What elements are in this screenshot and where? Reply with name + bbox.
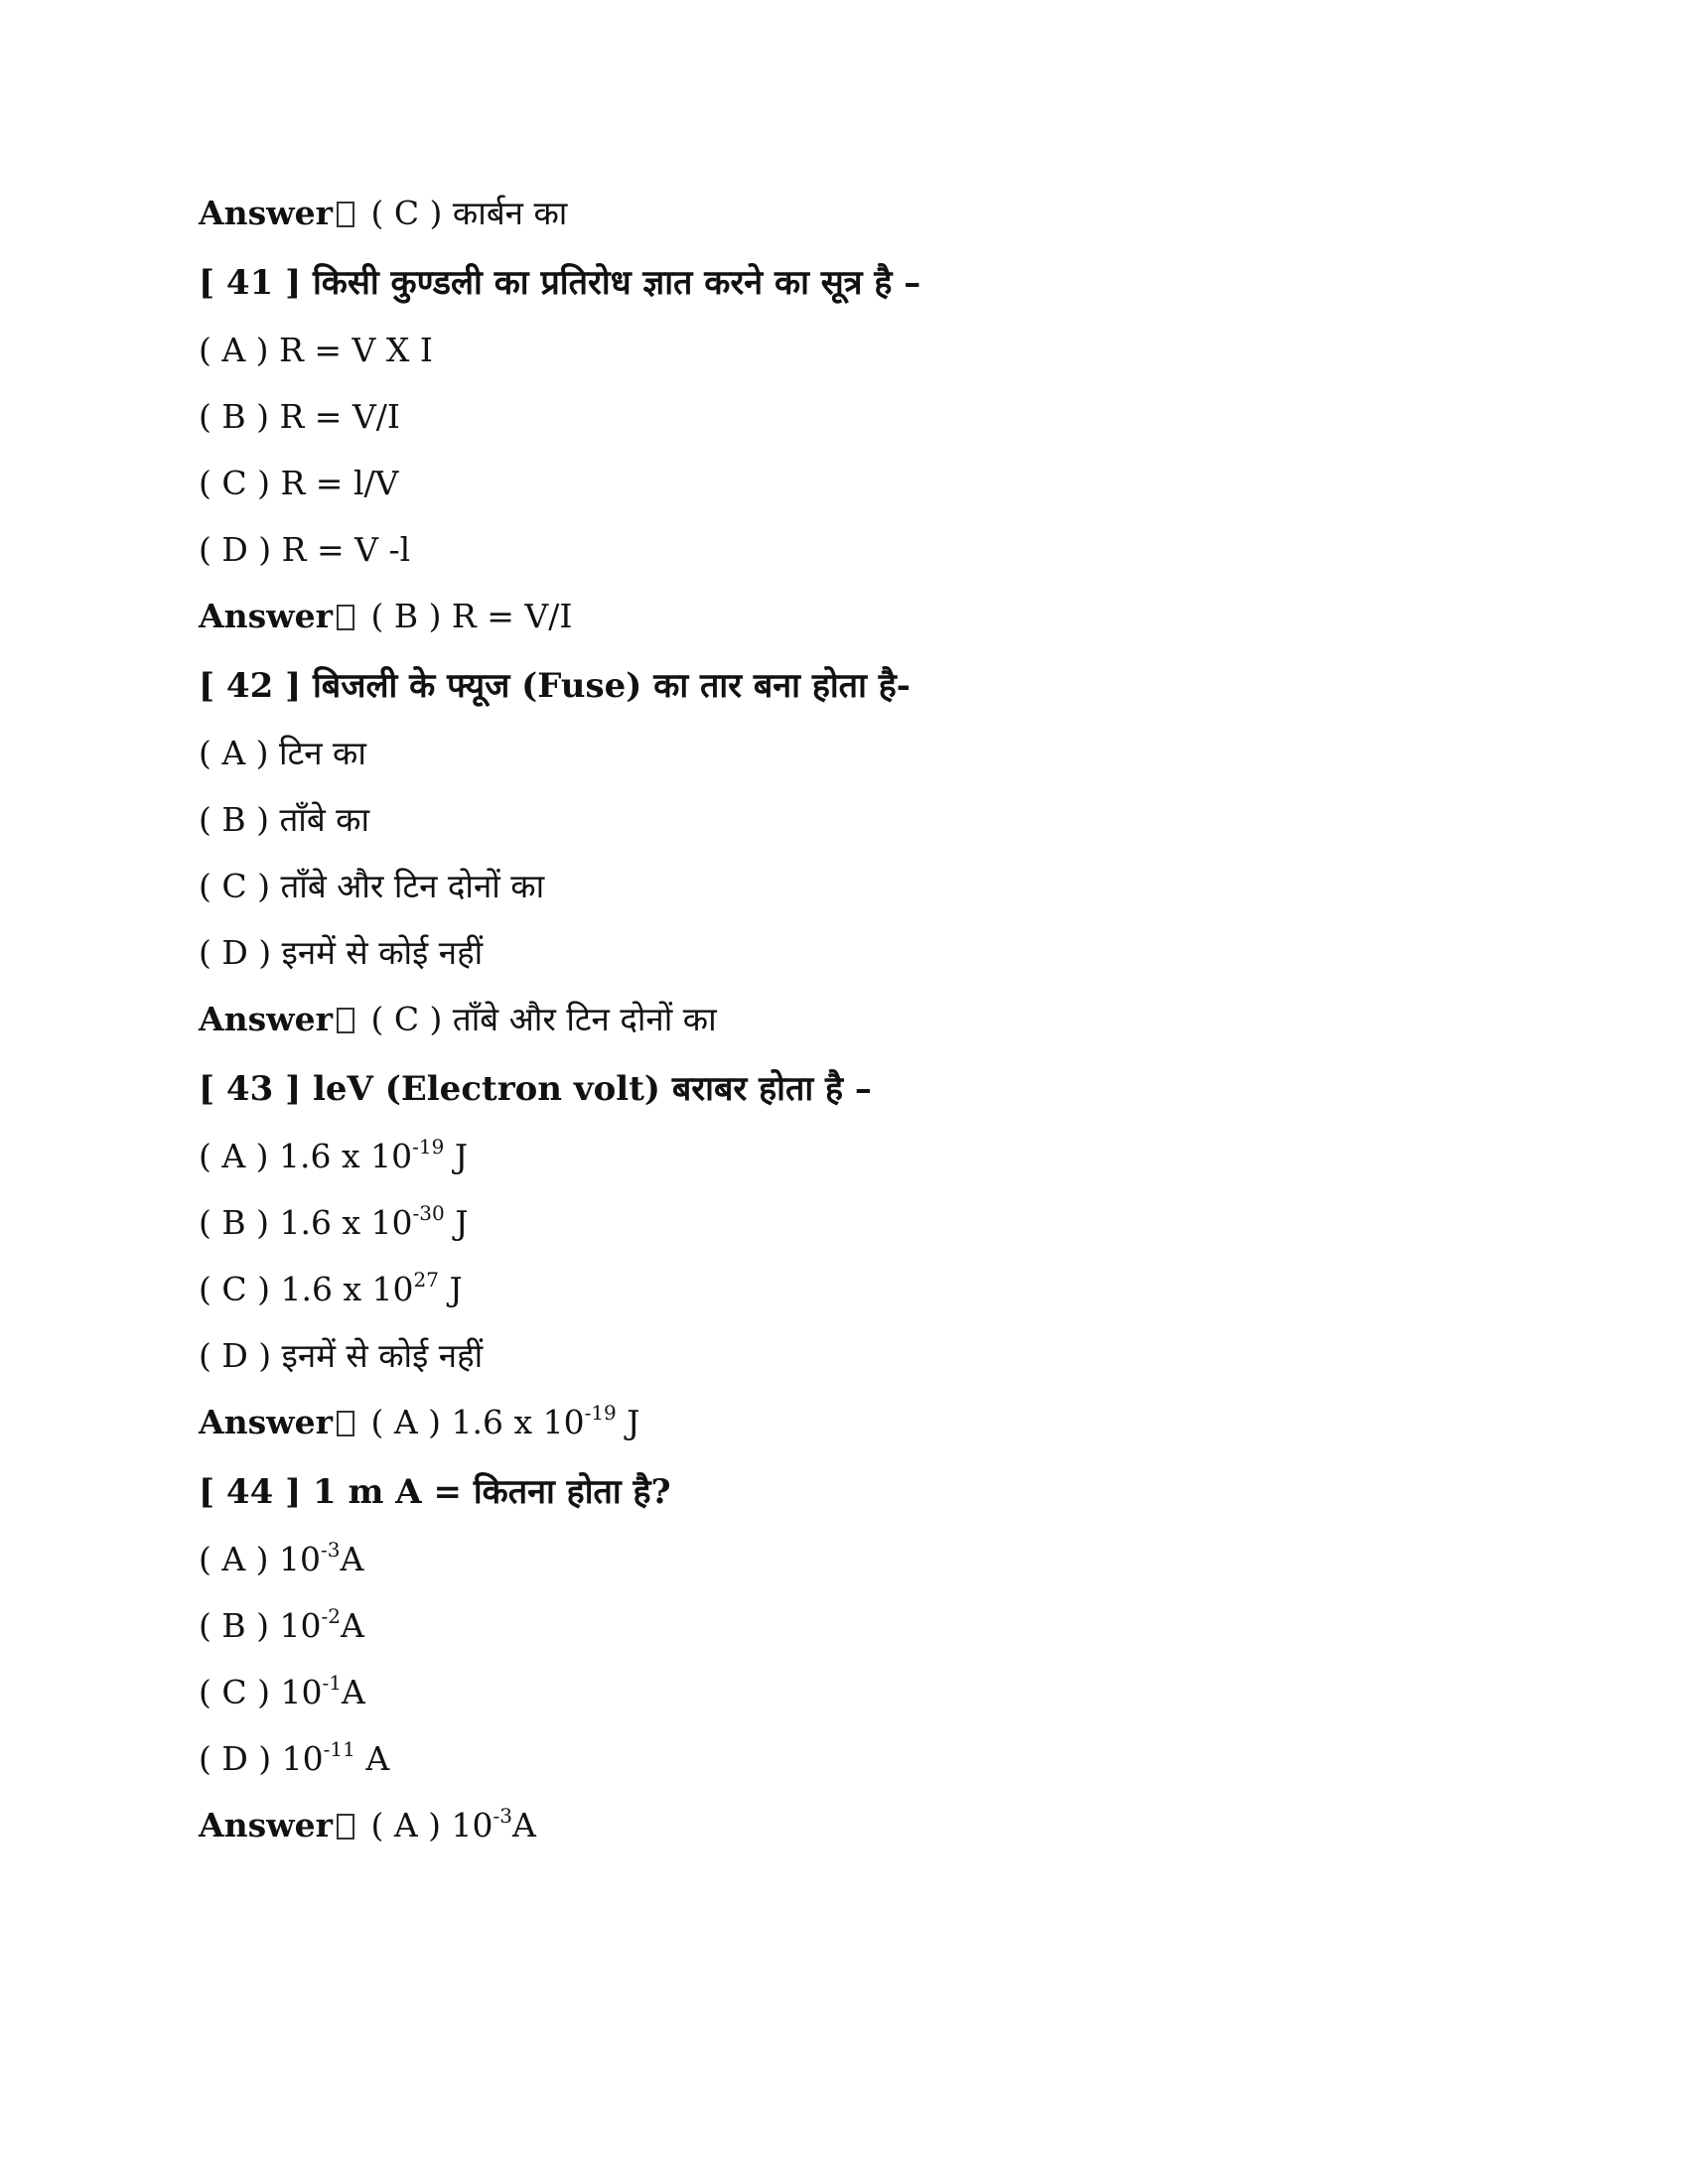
option-text: ( C ) R = l/V — [199, 464, 399, 502]
option-text: ( B ) ताँबे का — [199, 800, 370, 839]
option-text: ( D ) इनमें से कोई नहीं — [199, 1336, 484, 1375]
option-line — [199, 1137, 1489, 1176]
unit-text: J — [444, 1137, 469, 1175]
question-line — [199, 666, 1489, 706]
answer-label: Answer — [199, 1806, 333, 1844]
missing-glyph-icon — [337, 202, 354, 227]
answer-line — [199, 194, 1489, 233]
option-line — [199, 1739, 1489, 1779]
answer-text: ( C ) ताँबे और टिन दोनों का — [359, 1000, 717, 1038]
option-line — [199, 1540, 1489, 1579]
option-line — [199, 1270, 1489, 1309]
answer-label: Answer — [199, 597, 333, 635]
option-text: ( A ) 1.6 x 10 — [199, 1137, 413, 1175]
option-line — [199, 800, 1489, 840]
question-text: [ 43 ] leV (Electron volt) बराबर होता है – — [199, 1069, 872, 1109]
answer-text: ( A ) 10 — [359, 1806, 493, 1844]
answer-line — [199, 1806, 1489, 1845]
question-line — [199, 263, 1489, 303]
missing-glyph-icon — [337, 1814, 354, 1840]
option-text: ( D ) 10 — [199, 1739, 324, 1778]
option-line — [199, 734, 1489, 773]
answer-line — [199, 597, 1489, 636]
unit-text: A — [354, 1739, 390, 1778]
option-line — [199, 530, 1489, 570]
option-text: ( A ) टिन का — [199, 734, 366, 772]
missing-glyph-icon — [337, 1008, 354, 1033]
option-line — [199, 1203, 1489, 1243]
exponent: 27 — [413, 1268, 439, 1292]
option-text: ( B ) R = V/I — [199, 397, 400, 436]
option-text: ( D ) R = V -l — [199, 530, 411, 569]
option-line — [199, 867, 1489, 906]
document-page — [199, 194, 1489, 1875]
option-text: ( B ) 1.6 x 10 — [199, 1203, 413, 1242]
answer-label: Answer — [199, 194, 333, 232]
exponent: -19 — [412, 1135, 445, 1159]
option-text: ( B ) 10 — [199, 1606, 322, 1645]
answer-label: Answer — [199, 1000, 333, 1038]
exponent: -1 — [322, 1671, 342, 1695]
missing-glyph-icon — [337, 1411, 354, 1436]
option-text: ( C ) 10 — [199, 1673, 323, 1711]
option-line — [199, 933, 1489, 973]
unit-text: J — [438, 1270, 463, 1308]
option-line — [199, 1606, 1489, 1646]
option-line — [199, 1336, 1489, 1376]
question-line — [199, 1069, 1489, 1109]
option-line — [199, 397, 1489, 437]
unit-text: A — [511, 1806, 536, 1844]
unit-text: J — [444, 1203, 469, 1242]
unit-text: A — [340, 1540, 364, 1578]
unit-text: J — [616, 1403, 640, 1441]
answer-text: ( C ) कार्बन का — [359, 194, 568, 232]
question-line — [199, 1472, 1489, 1512]
option-line — [199, 1673, 1489, 1712]
option-line — [199, 331, 1489, 370]
option-text: ( C ) ताँबे और टिन दोनों का — [199, 867, 545, 905]
answer-text: ( B ) R = V/I — [359, 597, 573, 635]
option-text: ( A ) R = V X I — [199, 331, 433, 369]
exponent: -3 — [321, 1538, 341, 1562]
exponent: -2 — [321, 1604, 341, 1628]
answer-text: ( A ) 1.6 x 10 — [359, 1403, 585, 1441]
missing-glyph-icon — [337, 605, 354, 630]
answer-line — [199, 1000, 1489, 1039]
answer-label: Answer — [199, 1403, 333, 1441]
option-line — [199, 464, 1489, 503]
answer-line — [199, 1403, 1489, 1442]
option-text: ( C ) 1.6 x 10 — [199, 1270, 414, 1308]
unit-text: A — [341, 1673, 365, 1711]
question-text: [ 41 ] किसी कुण्डली का प्रतिरोध ज्ञात करने का सूत्र है – — [199, 263, 921, 303]
exponent: -30 — [412, 1201, 445, 1225]
exponent: -19 — [584, 1401, 617, 1425]
question-text: [ 42 ] बिजली के फ्यूज (Fuse) का तार बना होता है- — [199, 666, 911, 706]
unit-text: A — [340, 1606, 364, 1645]
option-text: ( A ) 10 — [199, 1540, 322, 1578]
option-text: ( D ) इनमें से कोई नहीं — [199, 933, 484, 972]
exponent: -3 — [492, 1804, 512, 1828]
exponent: -11 — [323, 1737, 355, 1761]
question-text: [ 44 ] 1 m A = कितना होता है? — [199, 1472, 671, 1512]
